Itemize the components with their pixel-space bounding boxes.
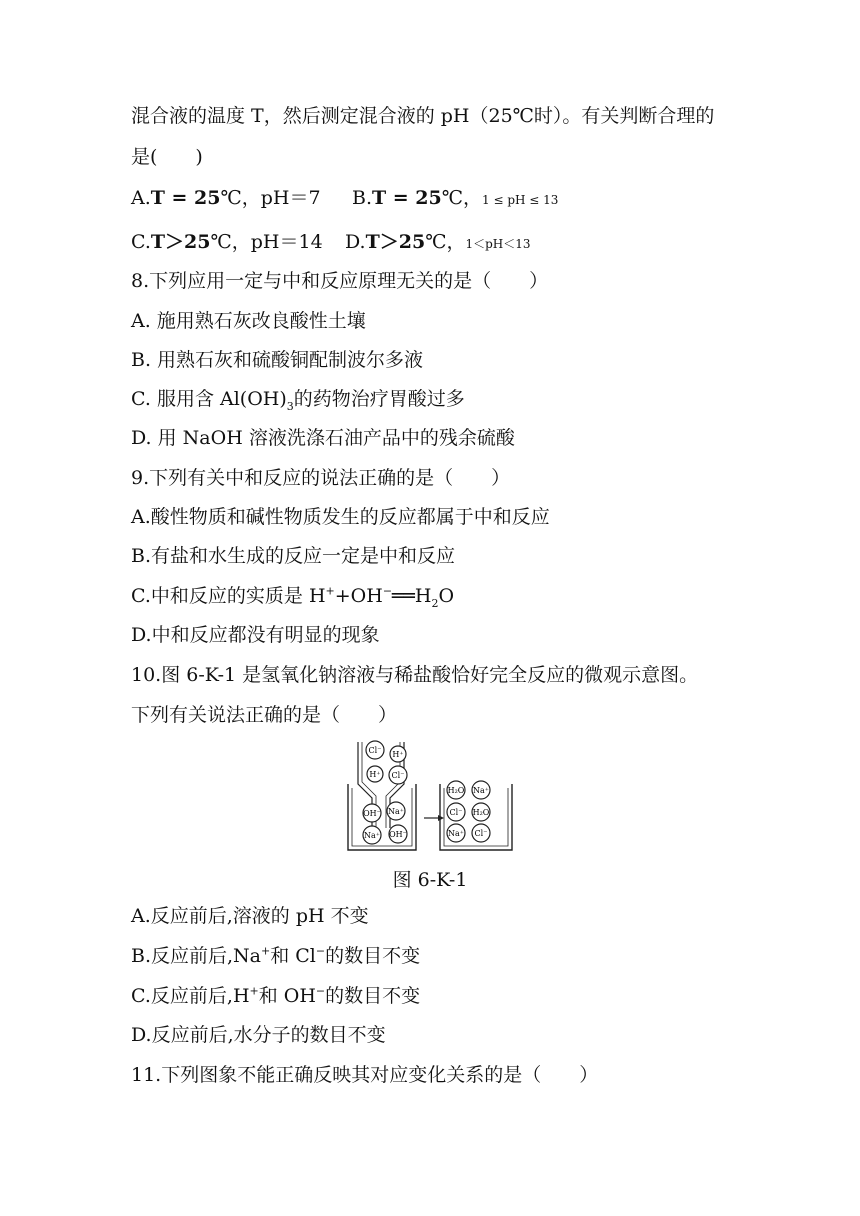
q9-option-a: A.酸性物质和碱性物质发生的反应都属于中和反应 bbox=[131, 506, 550, 528]
q9-c-sub: 2 bbox=[431, 596, 439, 610]
arrow-head bbox=[438, 815, 444, 821]
q10-stem-line-2: 下列有关说法正确的是（ ） bbox=[131, 704, 398, 726]
q7-d-temp: T＞25 bbox=[365, 231, 426, 253]
left-ion-4: OH⁻ bbox=[389, 830, 407, 839]
q10-option-d: D.反应前后,水分子的数目不变 bbox=[131, 1024, 386, 1046]
q10-c-post: 的数目不变 bbox=[325, 985, 421, 1007]
top-ion-4: Cl⁻ bbox=[391, 771, 405, 780]
q10-option-b bbox=[131, 944, 420, 968]
right-ion-2: Na⁺ bbox=[473, 786, 489, 795]
q7-b-prefix: B. bbox=[352, 187, 373, 209]
q10-figure bbox=[340, 736, 520, 856]
q9-c-eq: ══ bbox=[392, 585, 415, 607]
q8-stem: 8.下列应用一定与中和反应原理无关的是（ ） bbox=[131, 270, 549, 292]
q7-b-rest: ℃， bbox=[441, 187, 483, 209]
left-ion-2: Na⁺ bbox=[388, 807, 404, 816]
q8-option-c bbox=[131, 387, 465, 411]
q8-option-b: B. 用熟石灰和硫酸铜配制波尔多液 bbox=[131, 349, 424, 371]
q10-c-pre: C.反应前后,H bbox=[131, 985, 250, 1007]
q10-stem-line-1: 10.图 6-K-1 是氢氧化钠溶液与稀盐酸恰好完全反应的微观示意图。 bbox=[131, 664, 699, 686]
q10-c-mid: 和 OH bbox=[258, 985, 316, 1007]
q9-c-h: H bbox=[414, 585, 432, 607]
q10-b-post: 的数目不变 bbox=[325, 945, 421, 967]
q7-a-prefix: A. bbox=[131, 187, 151, 209]
q10-b-pre: B.反应前后,Na bbox=[131, 945, 261, 967]
q9-stem: 9.下列有关中和反应的说法正确的是（ ） bbox=[131, 467, 511, 489]
q8-option-d: D. 用 NaOH 溶液洗涤石油产品中的残余硫酸 bbox=[131, 427, 515, 449]
right-ion-1: H₂O bbox=[447, 786, 465, 795]
top-ion-2: H⁺ bbox=[392, 750, 404, 759]
left-ion-1: OH⁻ bbox=[363, 809, 381, 818]
q7-d-prefix: D. bbox=[345, 231, 366, 253]
q7-c-temp: T＞25 bbox=[150, 231, 211, 253]
q7-c-rest: ℃，pH＝14 bbox=[210, 231, 323, 253]
q7-d-rest: ℃， bbox=[425, 231, 466, 253]
q10-b-mid: 和 Cl bbox=[270, 945, 316, 967]
q8-c-post: 的药物治疗胃酸过多 bbox=[293, 388, 465, 410]
q9-c-sup2: − bbox=[382, 584, 393, 598]
q10-c-sup1: + bbox=[249, 984, 259, 998]
q10-option-a: A.反应前后,溶液的 pH 不变 bbox=[131, 905, 369, 927]
q9-option-b: B.有盐和水生成的反应一定是中和反应 bbox=[131, 545, 456, 567]
q7-option-b bbox=[352, 186, 558, 212]
top-ion-3: H⁺ bbox=[369, 770, 381, 779]
q9-c-o: O bbox=[438, 585, 455, 607]
q9-c-pre: C.中和反应的实质是 H bbox=[131, 585, 326, 607]
q9-option-c bbox=[131, 584, 454, 608]
q7-stem-line-2: 是( ) bbox=[131, 146, 203, 168]
q7-option-c bbox=[131, 230, 323, 254]
q8-c-sub: 3 bbox=[286, 399, 294, 413]
q10-b-sup2: − bbox=[315, 944, 326, 958]
q7-b-temp: T = 25 bbox=[372, 187, 442, 209]
q11-stem: 11.下列图象不能正确反映其对应变化关系的是（ ） bbox=[131, 1064, 599, 1086]
left-ion-3: Na⁺ bbox=[364, 831, 380, 840]
q9-c-mid: +OH bbox=[334, 585, 383, 607]
q7-d-range: 1＜pH＜13 bbox=[465, 237, 531, 251]
q7-b-range: 1 ≤ pH ≤ 13 bbox=[482, 193, 559, 207]
right-ion-3: Cl⁻ bbox=[449, 808, 463, 817]
top-ion-1: Cl⁻ bbox=[368, 746, 382, 755]
q7-a-temp: T = 25 bbox=[150, 187, 221, 209]
figure-caption: 图 6-K-1 bbox=[392, 869, 468, 891]
q9-option-d: D.中和反应都没有明显的现象 bbox=[131, 624, 380, 646]
q7-c-prefix: C. bbox=[131, 231, 151, 253]
q8-option-a: A. 施用熟石灰改良酸性土壤 bbox=[131, 310, 366, 332]
right-ion-4: H₂O bbox=[472, 808, 490, 817]
right-ion-6: Cl⁻ bbox=[474, 829, 488, 838]
q7-option-a bbox=[131, 186, 321, 210]
q10-option-c bbox=[131, 984, 420, 1008]
q7-option-d bbox=[345, 230, 531, 256]
q9-c-sup1: + bbox=[325, 584, 335, 598]
q7-stem-line-1: 混合液的温度 T，然后测定混合液的 pH（25℃时）。有关判断合理的 bbox=[131, 105, 715, 127]
q10-b-sup1: + bbox=[261, 944, 271, 958]
q7-a-rest: ℃，pH＝7 bbox=[220, 187, 321, 209]
q10-c-sup2: − bbox=[315, 984, 326, 998]
q8-c-pre: C. 服用含 Al(OH) bbox=[131, 388, 287, 410]
left-beaker bbox=[348, 784, 416, 850]
right-ion-5: Na⁺ bbox=[448, 829, 464, 838]
